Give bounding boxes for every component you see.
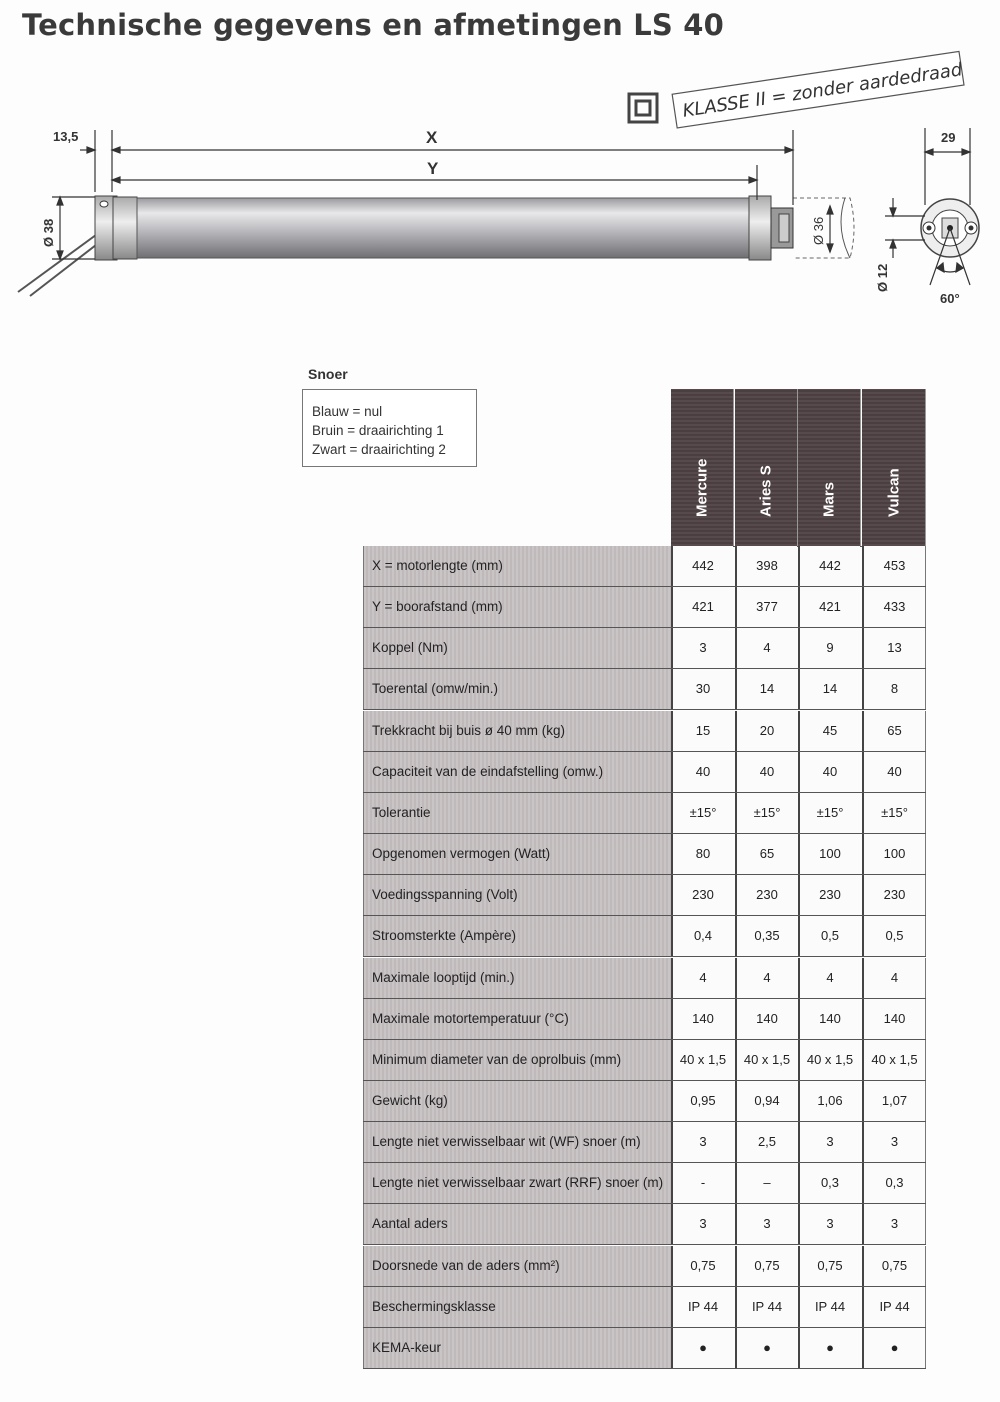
table-header	[671, 389, 925, 546]
row-label: Toerental (omw/min.)	[363, 669, 671, 709]
dim-d38: Ø 38	[41, 218, 56, 247]
table-row	[363, 793, 926, 834]
table-cell: 140	[671, 999, 733, 1039]
row-label: Stroomsterkte (Ampère)	[363, 916, 671, 956]
table-cell: 230	[798, 875, 860, 915]
table-cell: 40	[671, 752, 733, 792]
table-cell: 20	[735, 711, 797, 751]
table-cell: IP 44	[798, 1287, 860, 1327]
table-cell: –	[735, 1163, 797, 1203]
row-label: Y = boorafstand (mm)	[363, 587, 671, 627]
table-cell: 398	[735, 546, 797, 586]
table-cell: 4	[735, 628, 797, 668]
table-cell: 140	[798, 999, 860, 1039]
column-header-aries-s: Aries S	[735, 389, 798, 546]
table-cell: 4	[735, 958, 797, 998]
table-cell: 3	[671, 1204, 733, 1244]
table-cell: 0,5	[798, 916, 860, 956]
table-row	[363, 711, 926, 752]
table-cell: 45	[798, 711, 860, 751]
table-cell: 3	[671, 628, 733, 668]
table-cell: 3	[798, 1122, 860, 1162]
table-row	[363, 1081, 926, 1122]
table-cell: 0,75	[862, 1246, 926, 1286]
table-cell: 13	[862, 628, 926, 668]
table-cell: ●	[862, 1328, 926, 1368]
column-header-vulcan: Vulcan	[862, 389, 926, 546]
table-row	[363, 916, 926, 957]
table-row	[363, 875, 926, 916]
table-cell: ±15°	[735, 793, 797, 833]
table-cell: IP 44	[671, 1287, 733, 1327]
row-label: Koppel (Nm)	[363, 628, 671, 668]
table-cell: 442	[798, 546, 860, 586]
table-cell: ●	[798, 1328, 860, 1368]
table-cell: 0,5	[862, 916, 926, 956]
table-cell: IP 44	[735, 1287, 797, 1327]
table-cell: 15	[671, 711, 733, 751]
table-cell: 100	[798, 834, 860, 874]
table-cell: 0,3	[862, 1163, 926, 1203]
table-cell: 40	[862, 752, 926, 792]
column-header-mars: Mars	[798, 389, 861, 546]
table-cell: 140	[862, 999, 926, 1039]
table-row	[363, 1246, 926, 1287]
row-label: Tolerantie	[363, 793, 671, 833]
table-row	[363, 1287, 926, 1328]
table-cell: ±15°	[862, 793, 926, 833]
table-cell: 14	[798, 669, 860, 709]
motor-dimension-drawing	[0, 0, 1000, 320]
table-cell: -	[671, 1163, 733, 1203]
snoer-line-bruin: Bruin = draairichting 1	[312, 423, 444, 438]
table-row	[363, 1163, 926, 1204]
table-cell: 65	[862, 711, 926, 751]
table-cell: 3	[862, 1204, 926, 1244]
table-cell: 453	[862, 546, 926, 586]
table-cell: 377	[735, 587, 797, 627]
row-label: Trekkracht bij buis ø 40 mm (kg)	[363, 711, 671, 751]
table-cell: 433	[862, 587, 926, 627]
table-row	[363, 1040, 926, 1081]
table-cell: 80	[671, 834, 733, 874]
table-cell: 1,06	[798, 1081, 860, 1121]
dim-29: 29	[941, 130, 956, 145]
page-title: Technische gegevens en afmetingen LS 40	[22, 8, 725, 42]
dim-60-degrees: 60°	[940, 291, 960, 306]
table-cell: 421	[671, 587, 733, 627]
row-label: Opgenomen vermogen (Watt)	[363, 834, 671, 874]
table-row	[363, 1204, 926, 1245]
table-cell: 40	[798, 752, 860, 792]
table-row	[363, 546, 926, 587]
table-cell: 1,07	[862, 1081, 926, 1121]
dim-y: Y	[427, 159, 439, 178]
column-header-mercure: Mercure	[671, 389, 734, 546]
row-label: Maximale looptijd (min.)	[363, 958, 671, 998]
table-cell: 0,75	[735, 1246, 797, 1286]
table-cell: 0,4	[671, 916, 733, 956]
table-cell: 0,75	[671, 1246, 733, 1286]
table-cell: 3	[798, 1204, 860, 1244]
row-label: Maximale motortemperatuur (°C)	[363, 999, 671, 1039]
row-label: Lengte niet verwisselbaar wit (WF) snoer (m)	[363, 1122, 671, 1162]
table-cell: 4	[798, 958, 860, 998]
row-label: Lengte niet verwisselbaar zwart (RRF) snoer (m)	[363, 1163, 671, 1203]
table-row	[363, 628, 926, 669]
table-cell: 230	[862, 875, 926, 915]
row-label: Gewicht (kg)	[363, 1081, 671, 1121]
row-label: Capaciteit van de eindafstelling (omw.)	[363, 752, 671, 792]
table-cell: 14	[735, 669, 797, 709]
table-cell: 421	[798, 587, 860, 627]
table-row	[363, 1328, 926, 1369]
table-cell: 230	[671, 875, 733, 915]
table-cell: 3	[735, 1204, 797, 1244]
table-cell: 0,95	[671, 1081, 733, 1121]
snoer-line-zwart: Zwart = draairichting 2	[312, 442, 446, 457]
snoer-line-blauw: Blauw = nul	[312, 404, 383, 419]
table-row	[363, 958, 926, 999]
table-cell: 9	[798, 628, 860, 668]
table-cell: ±15°	[671, 793, 733, 833]
table-cell: ●	[671, 1328, 733, 1368]
table-cell: 8	[862, 669, 926, 709]
table-cell: 40 x 1,5	[735, 1040, 797, 1080]
row-label: Doorsnede van de aders (mm²)	[363, 1246, 671, 1286]
dim-x: X	[426, 128, 438, 147]
row-label: Minimum diameter van de oprolbuis (mm)	[363, 1040, 671, 1080]
table-cell: 30	[671, 669, 733, 709]
table-row	[363, 834, 926, 875]
row-label: Aantal aders	[363, 1204, 671, 1244]
snoer-legend-box	[302, 389, 477, 467]
table-row	[363, 999, 926, 1040]
table-row	[363, 669, 926, 710]
table-cell: 230	[735, 875, 797, 915]
table-cell: ±15°	[798, 793, 860, 833]
end-view-drawing	[875, 128, 979, 306]
table-cell: 0,94	[735, 1081, 797, 1121]
row-label: X = motorlengte (mm)	[363, 546, 671, 586]
row-label: KEMA-keur	[363, 1328, 671, 1368]
table-cell: 3	[862, 1122, 926, 1162]
table-cell: 442	[671, 546, 733, 586]
dim-d12: Ø 12	[875, 263, 890, 292]
table-row	[363, 1122, 926, 1163]
table-cell: 100	[862, 834, 926, 874]
table-cell: 40 x 1,5	[671, 1040, 733, 1080]
table-cell: 0,3	[798, 1163, 860, 1203]
table-cell: 140	[735, 999, 797, 1039]
klasse-label: KLASSE II = zonder aardedraad	[681, 59, 964, 122]
table-row	[363, 752, 926, 793]
table-cell: IP 44	[862, 1287, 926, 1327]
table-cell: 4	[671, 958, 733, 998]
dim-13-5: 13,5	[53, 129, 79, 144]
table-cell: 0,75	[798, 1246, 860, 1286]
row-label: Beschermingsklasse	[363, 1287, 671, 1327]
table-row	[363, 587, 926, 628]
table-cell: 65	[735, 834, 797, 874]
table-cell: 40	[735, 752, 797, 792]
table-cell: 40 x 1,5	[862, 1040, 926, 1080]
row-label: Voedingsspanning (Volt)	[363, 875, 671, 915]
table-cell: 0,35	[735, 916, 797, 956]
table-cell: 4	[862, 958, 926, 998]
dim-d36: Ø 36	[811, 216, 826, 245]
table-cell: ●	[735, 1328, 797, 1368]
snoer-title: Snoer	[308, 366, 348, 382]
table-cell: 3	[671, 1122, 733, 1162]
table-cell: 40 x 1,5	[798, 1040, 860, 1080]
table-cell: 2,5	[735, 1122, 797, 1162]
